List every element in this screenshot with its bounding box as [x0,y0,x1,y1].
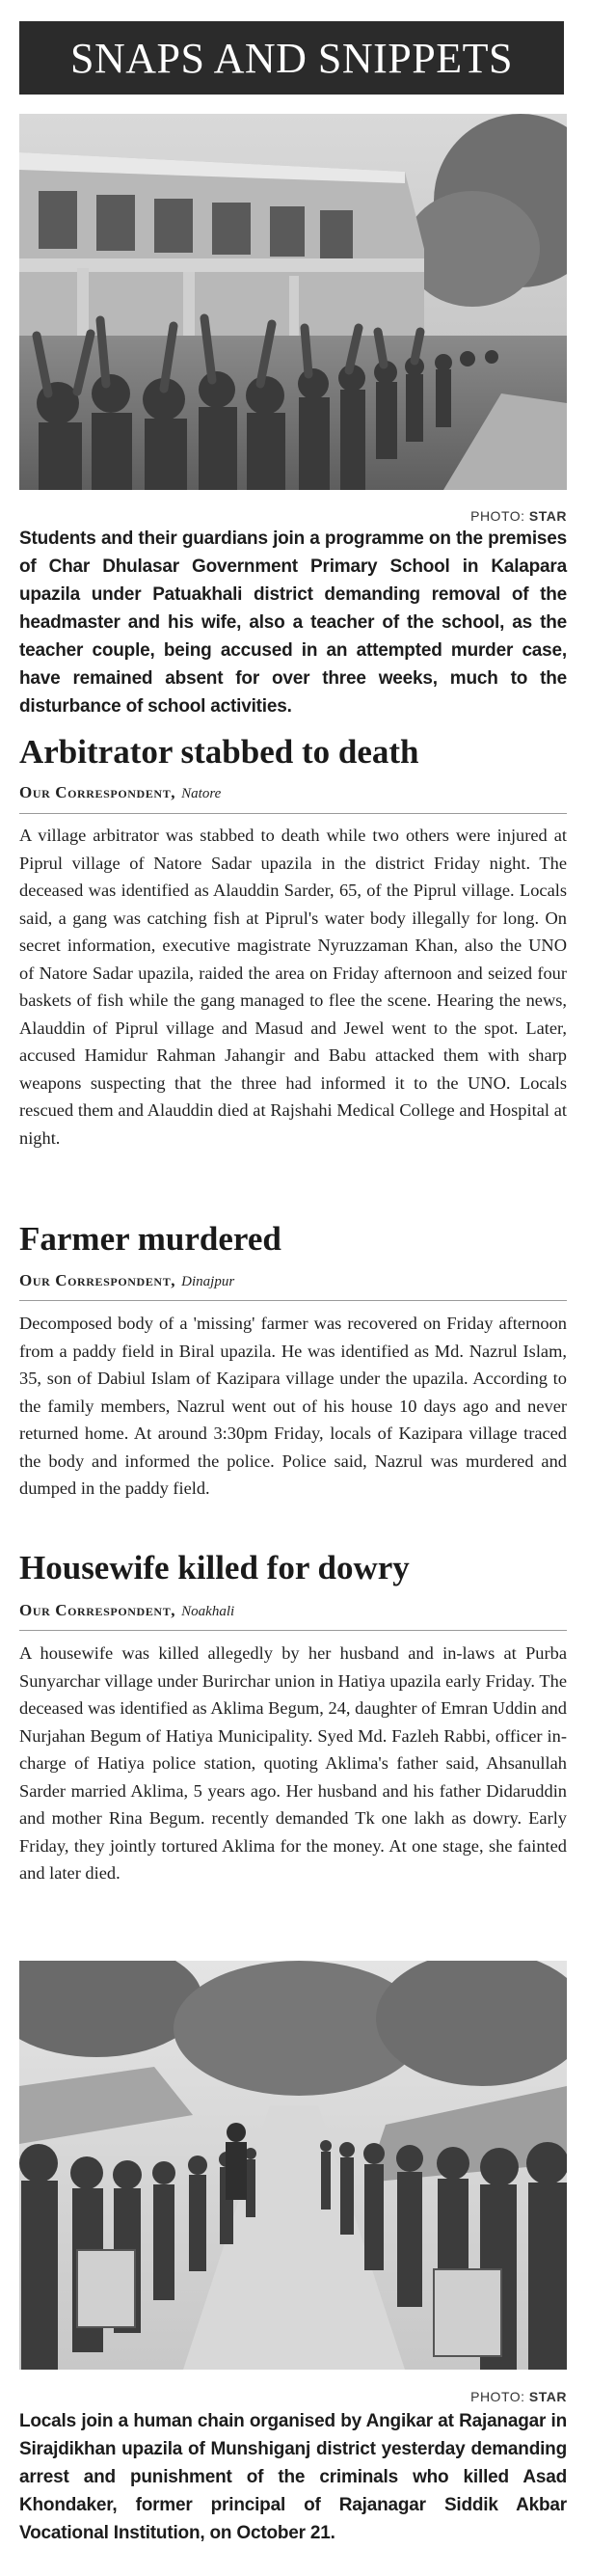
story-byline [19,783,567,802]
photo-credit-label: PHOTO: [470,2389,525,2404]
photo-credit-2 [470,2389,567,2404]
story-byline [19,1271,567,1290]
byline-location: Dinajpur [181,1274,235,1289]
byline-correspondent: Our Correspondent, [19,1601,176,1619]
byline-correspondent: Our Correspondent, [19,1271,176,1289]
story-body: A village arbitrator was stabbed to death while two others were injured at Piprul village of Natore Sadar upazila in the district Friday night. The deceased was identified as Alauddin Sarder, 65, of the Piprul village. Locals said, a gang was catching fish at Piprul's water body illegally for long. On secret information, executive magistrate Nyruzzaman Khan, also the UNO of Natore Sadar upazila, raided the area on Friday afternoon and seized four baskets of fish while the gang managed to flee the scene. Hearing the news, Alauddin of Piprul village and Masud and Jewel went to the spot. Later, accused Hamidur Rahman Jahangir and Babu attacked them with sharp weapons suspecting that the three had informed it to the UNO. Locals rescued them and Alauddin died at Rajshahi Medical College and Hospital at night. [19,826,567,1148]
story-byline [19,1601,567,1620]
human-chain-image [19,1961,567,2370]
story-headline: Farmer murdered [19,1220,281,1258]
story-body: Decomposed body of a 'missing' farmer was recovered on Friday afternoon from a paddy field in Biral upazila. He was identified as Md. Nazrul Islam, 35, son of Dabiul Islam of Kazipara village under the upazila. According to the family members, Nazrul went out of his house 10 days ago and never returned home. At around 3:30pm Friday, locals of Kazipara village traced the body and informed the police. Police said, Nazrul was murdered and dumped in the paddy field. [19,1314,567,1498]
school-protest-photo [19,114,567,490]
divider [19,813,567,814]
divider [19,1630,567,1631]
byline-location: Noakhali [181,1604,235,1619]
school-protest-image [19,114,567,490]
photo-caption-1: Students and their guardians join a programme on the premises of Char Dhulasar Government Primary School in Kalapara upazila under Patuakhali district demanding removal of the headmaster and his wife, also a teacher of the school, as the teacher couple, being accused in an attempted murder case, have remained absent for over three weeks, much to the disturbance of school activities. [19,529,567,717]
photo-credit-1 [470,508,567,524]
photo-caption-2: Locals join a human chain organised by Angikar at Rajanagar in Sirajdikhan upazila of Munshiganj district yesterday demanding arrest and punishment of the criminals who killed Asad Khondaker, former principal of Rajanagar Siddik Akbar Vocational Institution, on October 21. [19,2411,567,2543]
section-title: SNAPS AND SNIPPETS [70,34,513,82]
byline-location: Natore [181,786,222,801]
photo-credit-source: STAR [528,508,567,524]
story-headline: Arbitrator stabbed to death [19,733,419,771]
human-chain-photo [19,1961,567,2370]
story-headline: Housewife killed for dowry [19,1549,410,1586]
byline-correspondent: Our Correspondent, [19,783,176,801]
section-banner [19,21,564,95]
photo-credit-source: STAR [528,2389,567,2404]
divider [19,1300,567,1301]
story-body: A housewife was killed allegedly by her husband and in-laws at Purba Sunyarchar village under Burirchar union in Hatiya upazila early Friday. The deceased was identified as Aklima Begum, 24, daughter of Emran Uddin and Nurjahan Begum of Hatiya Municipality. Syed Md. Fazleh Rabbi, officer in-charge of Hatiya police station, quoting Aklima's father said, Ahsanullah Sarder married Aklima, 5 years ago. Her husband and his father Didaruddin and mother Rina Begum. recently demanded Tk one lakh as dowry. Early Friday, they jointly tortured Aklima for the money. At one stage, she fainted and later died. [19,1643,567,1883]
photo-credit-label: PHOTO: [470,508,525,524]
